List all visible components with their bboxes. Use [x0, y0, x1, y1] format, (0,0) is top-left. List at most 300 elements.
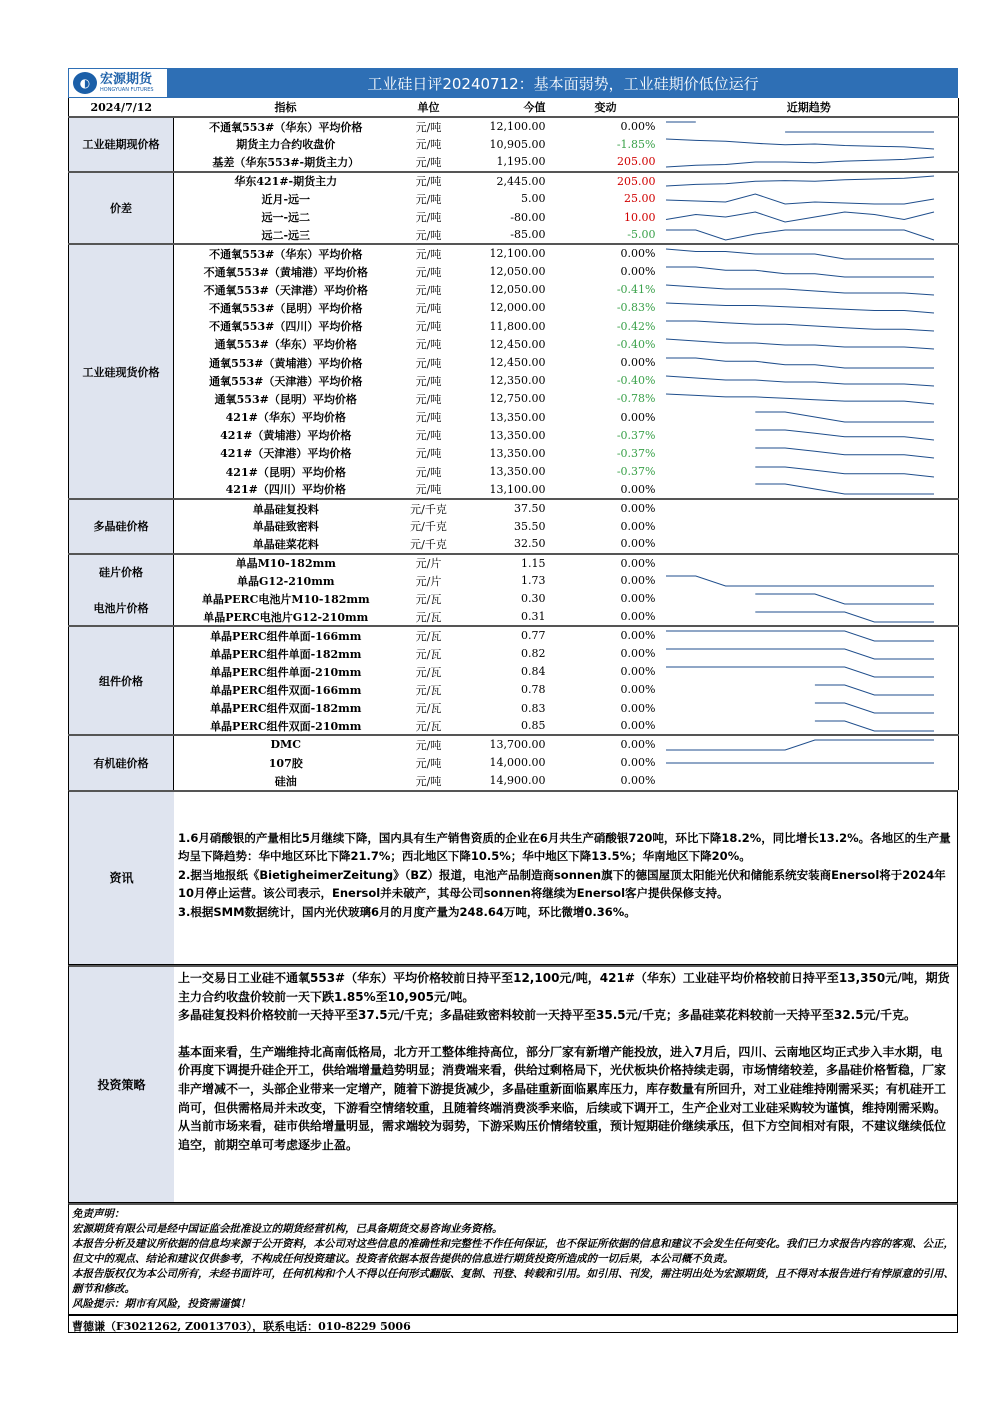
analyst-contact: 曹德谦（F3021262, Z0013703），联系电话：010-8229 5006 — [68, 1315, 958, 1333]
news-item: 3.根据SMM数据统计，国内光伏玻璃6月的月度产量为248.64万吨，环比微增0.36%。 — [178, 904, 636, 919]
trend-sparkline — [660, 737, 940, 753]
change-cell: 0.00% — [620, 683, 656, 697]
value-cell: 12,450.00 — [489, 356, 546, 370]
company-logo — [68, 68, 168, 98]
change-cell: 0.00% — [552, 117, 660, 135]
indicator-name: 远一-远二 — [261, 211, 311, 225]
trend-cell — [660, 335, 959, 353]
change-cell: 0.00% — [620, 537, 656, 551]
change-cell: 0.00% — [620, 701, 656, 715]
trend-cell — [660, 681, 959, 699]
change-cell: 0.00% — [620, 356, 656, 370]
unit-cell: 元/吨 — [415, 320, 442, 334]
change-cell: 0.00% — [620, 574, 656, 588]
trend-cell — [660, 317, 959, 335]
trend-cell — [660, 535, 959, 553]
table-row — [69, 644, 959, 662]
value-cell: 13,350.00 — [489, 465, 546, 479]
trend-sparkline — [660, 536, 940, 552]
table-row — [69, 717, 959, 735]
table-row — [69, 208, 959, 226]
trend-cell — [660, 735, 959, 753]
change-cell: -1.85% — [616, 137, 656, 151]
trend-cell — [660, 663, 959, 681]
change-cell: 0.00% — [620, 665, 656, 679]
indicator-name: 107胶 — [268, 756, 303, 770]
table-row — [69, 390, 959, 408]
trend-sparkline — [660, 173, 940, 189]
trend-cell — [660, 263, 959, 281]
trend-sparkline — [660, 227, 940, 243]
value-cell: 12,350.00 — [489, 374, 546, 388]
trend-cell — [660, 372, 959, 390]
trend-sparkline — [660, 355, 940, 371]
trend-cell — [660, 463, 959, 481]
unit-cell: 元/瓦 — [415, 592, 442, 606]
indicator-name: 单晶PERC电池片M10-182mm — [201, 592, 370, 606]
trend-line — [755, 612, 934, 622]
table-row — [69, 263, 959, 281]
risk-warning: 风险提示：期市有风险，投资需谨慎！ — [72, 1297, 251, 1310]
unit-cell: 元/瓦 — [415, 647, 442, 661]
trend-sparkline — [660, 318, 940, 334]
value-cell: 37.50 — [460, 499, 552, 517]
strategy-paragraph: 基本面来看，生产端维持北高南低格局，北方开工整体维持高位，部分厂家有新增产能投放，进入7月后，四川、云南地区均正式步入丰水期，电价再度下调提升硅企开工，供给端增量趋势明显；消费端来看，供给过剩格局下，光伏板块价格持续走弱，市场情绪较差，多晶硅价格暂稳，厂家非产增减不一，头部企业带来一定增产，随着下游提货减少，多晶硅重新面临累库压力，库存数量有所回升，对工业硅维持刚需采买；有机硅开工尚可，但供需格局并未改变，下游看空情绪较重，且随着终端消费淡季来临，后续或下调开工，生产企业对工业硅采购较为谨慎，维持刚需采购。 — [178, 1044, 947, 1115]
indicator-name: 单晶硅菜花料 — [252, 537, 319, 551]
trend-cell — [660, 190, 959, 208]
table-row — [69, 426, 959, 444]
value-cell: 32.50 — [514, 537, 546, 551]
category-label: 电池片价格 — [69, 590, 174, 626]
change-cell: 0.00% — [552, 499, 660, 517]
table-row — [69, 608, 959, 626]
unit-cell: 元/吨 — [398, 117, 460, 135]
unit-cell: 元/吨 — [398, 735, 460, 753]
table-header-row — [69, 98, 959, 117]
trend-cell — [660, 426, 959, 444]
change-cell: 205.00 — [617, 155, 656, 169]
value-cell: 1,195.00 — [496, 155, 546, 169]
category-label: 价差 — [69, 172, 174, 245]
indicator-name: 单晶PERC电池片G12-210mm — [203, 610, 369, 624]
change-cell: 0.00% — [552, 735, 660, 753]
value-cell: 14,000.00 — [489, 756, 546, 770]
value-cell: 11,800.00 — [489, 319, 546, 333]
indicator-name: 通氧553#（昆明）平均价格 — [214, 392, 357, 406]
trend-cell — [660, 499, 959, 517]
trend-line — [666, 157, 934, 167]
trend-cell — [660, 608, 959, 626]
value-cell: 12,100.00 — [460, 244, 552, 262]
change-cell: 0.00% — [620, 774, 656, 788]
trend-cell — [660, 554, 959, 572]
unit-cell: 元/吨 — [415, 356, 442, 370]
indicator-name: 不通氧553#（天津港）平均价格 — [203, 283, 368, 297]
trend-sparkline — [660, 501, 940, 517]
unit-cell: 元/吨 — [415, 392, 442, 406]
trend-sparkline — [660, 282, 940, 298]
unit-cell: 元/吨 — [415, 211, 442, 225]
value-cell: 0.77 — [460, 626, 552, 644]
indicator-name: 单晶M10-182mm — [174, 554, 398, 572]
trend-cell — [660, 281, 959, 299]
change-cell: -0.37% — [616, 446, 656, 460]
trend-line — [666, 303, 934, 313]
unit-cell: 元/瓦 — [415, 702, 442, 716]
category-label: 工业硅现货价格 — [69, 244, 174, 499]
unit-cell: 元/瓦 — [415, 683, 442, 697]
value-cell: 12,050.00 — [489, 283, 546, 297]
unit-cell: 元/吨 — [415, 338, 442, 352]
report-page — [68, 68, 958, 1333]
value-cell: 5.00 — [521, 192, 546, 206]
category-label: 硅片价格 — [69, 554, 174, 590]
change-cell: 0.00% — [620, 592, 656, 606]
unit-cell: 元/吨 — [398, 244, 460, 262]
trend-line — [666, 394, 934, 404]
change-cell: 0.00% — [620, 719, 656, 733]
indicator-name: 通氧553#（天津港）平均价格 — [209, 374, 363, 388]
indicator-name: 不通氧553#（黄埔港）平均价格 — [203, 265, 368, 279]
trend-sparkline — [660, 573, 940, 589]
value-cell: -85.00 — [510, 228, 546, 242]
unit-cell: 元/吨 — [415, 447, 442, 461]
trend-cell — [660, 390, 959, 408]
trend-cell — [660, 117, 959, 135]
table-row — [69, 535, 959, 553]
table-row — [69, 190, 959, 208]
unit-cell: 元/吨 — [415, 228, 442, 242]
unit-cell: 元/瓦 — [398, 626, 460, 644]
strategy-paragraph: 多晶硅复投料价格较前一天持平至37.5元/千克；多晶硅致密料较前一天持平至35.5元/千克；多晶硅菜花料较前一天持平至32.5元/千克。 — [178, 1008, 916, 1023]
change-cell: 205.00 — [552, 172, 660, 190]
trend-sparkline — [660, 555, 940, 571]
trend-line — [666, 194, 934, 204]
unit-cell: 元/吨 — [415, 429, 442, 443]
strategy-section — [68, 965, 958, 1203]
change-cell: 0.00% — [552, 554, 660, 572]
trend-sparkline — [660, 391, 940, 407]
trend-cell — [660, 153, 959, 171]
report-title: 工业硅日评20240712：基本面弱势，工业硅期价低位运行 — [367, 74, 759, 93]
report-header — [68, 68, 958, 98]
indicator-name: 期货主力合约收盘价 — [236, 138, 336, 152]
trend-cell — [660, 226, 959, 244]
unit-cell: 元/吨 — [415, 374, 442, 388]
trend-sparkline — [660, 609, 940, 625]
value-cell: 12,750.00 — [489, 392, 546, 406]
value-cell: 13,350.00 — [489, 446, 546, 460]
value-cell: 10,905.00 — [489, 137, 546, 151]
indicator-name: 单晶硅复投料 — [174, 499, 398, 517]
indicator-name: 单晶PERC组件单面-210mm — [210, 665, 362, 679]
col-trend: 近期趋势 — [660, 98, 959, 117]
value-cell: 13,350.00 — [489, 428, 546, 442]
trend-line — [666, 122, 934, 132]
unit-cell: 元/吨 — [415, 465, 442, 479]
trend-cell — [660, 699, 959, 717]
unit-cell: 元/吨 — [415, 155, 442, 169]
unit-cell: 元/吨 — [415, 265, 442, 279]
trend-sparkline — [660, 518, 940, 534]
table-row — [69, 663, 959, 681]
table-row — [69, 772, 959, 790]
report-date: 2024/7/12 — [69, 98, 174, 117]
value-cell: 0.84 — [521, 665, 546, 679]
table-row — [69, 353, 959, 371]
unit-cell: 元/千克 — [410, 537, 447, 551]
unit-cell: 元/千克 — [410, 520, 447, 534]
table-row — [69, 444, 959, 462]
value-cell: 1.15 — [460, 554, 552, 572]
table-row — [69, 244, 959, 262]
news-section — [68, 790, 958, 965]
trend-cell — [660, 244, 959, 262]
trend-cell — [660, 444, 959, 462]
indicator-name: 单晶PERC组件双面-166mm — [210, 683, 362, 697]
unit-cell: 元/吨 — [415, 774, 442, 788]
indicator-name: 不通氧553#（四川）平均价格 — [209, 320, 363, 334]
trend-line — [814, 685, 933, 695]
change-cell: 0.00% — [620, 610, 656, 624]
trend-line — [666, 139, 934, 149]
change-cell: 0.00% — [620, 410, 656, 424]
trend-sparkline — [660, 373, 940, 389]
change-cell: 0.00% — [620, 519, 656, 533]
disclaimer — [68, 1203, 958, 1315]
trend-line — [666, 339, 934, 349]
trend-cell — [660, 626, 959, 644]
change-cell: -0.42% — [616, 319, 656, 333]
strategy-label: 投资策略 — [69, 967, 174, 1202]
table-row — [69, 463, 959, 481]
indicator-name: 近月-远一 — [261, 192, 311, 206]
category-label: 工业硅期现价格 — [69, 117, 174, 172]
trend-cell — [660, 208, 959, 226]
indicator-name: 远二-远三 — [261, 228, 311, 242]
value-cell: 0.78 — [521, 683, 546, 697]
trend-line — [666, 285, 934, 295]
trend-line — [666, 321, 934, 331]
table-row — [69, 226, 959, 244]
trend-sparkline — [660, 154, 940, 170]
trend-sparkline — [660, 481, 940, 497]
news-item: 2.据当地报纸《BietigheimerZeitung》（BZ）报道，电池产品制造商sonnen旗下的德国屋顶太阳能光伏和储能系统安装商Enersol将于2024年10月停止运营。该公司表示，Enersol并未破产，其母公司sonnen将继续为Enersol客户提供保修支持。 — [178, 867, 946, 901]
unit-cell: 元/吨 — [415, 301, 442, 315]
table-row — [69, 481, 959, 499]
disclaimer-line: 本报告版权仅为本公司所有，未经书面许可，任何机构和个人不得以任何形式翻版、复制、刊登、转载和引用。如引用、刊发，需注明出处为宏源期货，且不得对本报告进行有悖原意的引用、删节和修改。 — [72, 1267, 954, 1295]
trend-line — [666, 740, 934, 750]
value-cell: 12,000.00 — [489, 301, 546, 315]
indicator-name: 基差（华东553#-期货主力） — [212, 155, 360, 169]
trend-line — [666, 667, 934, 677]
value-cell: 35.50 — [514, 519, 546, 533]
trend-sparkline — [660, 300, 940, 316]
trend-line — [666, 249, 934, 259]
trend-line — [755, 467, 934, 477]
trend-line — [814, 703, 933, 713]
trend-line — [755, 448, 934, 458]
indicator-name: 通氧553#（华东）平均价格 — [214, 338, 357, 352]
indicator-name: 单晶PERC组件双面-210mm — [210, 719, 362, 733]
trend-cell — [660, 717, 959, 735]
table-row — [69, 754, 959, 772]
trend-sparkline — [660, 718, 940, 734]
trend-sparkline — [660, 700, 940, 716]
value-cell: 13,350.00 — [489, 410, 546, 424]
change-cell: 10.00 — [624, 210, 656, 224]
trend-line — [814, 721, 933, 731]
unit-cell: 元/片 — [415, 574, 442, 588]
logo-name: 宏源期货 — [100, 72, 153, 87]
change-cell: 0.00% — [620, 756, 656, 770]
trend-cell — [660, 135, 959, 153]
trend-line — [755, 412, 934, 422]
change-cell: 25.00 — [624, 192, 656, 206]
trend-cell — [660, 644, 959, 662]
value-cell: 14,900.00 — [489, 774, 546, 788]
trend-sparkline — [660, 427, 940, 443]
table-row — [69, 699, 959, 717]
indicator-name: 不通氧553#（华东）平均价格 — [174, 117, 398, 135]
trend-sparkline — [660, 409, 940, 425]
change-cell: -0.40% — [616, 374, 656, 388]
trend-sparkline — [660, 664, 940, 680]
table-row — [69, 153, 959, 171]
trend-cell — [660, 572, 959, 590]
unit-cell: 元/吨 — [415, 283, 442, 297]
trend-sparkline — [660, 119, 940, 135]
trend-cell — [660, 590, 959, 608]
trend-sparkline — [660, 246, 940, 262]
value-cell: 0.30 — [521, 592, 546, 606]
change-cell: 0.00% — [620, 265, 656, 279]
unit-cell: 元/瓦 — [415, 610, 442, 624]
strategy-paragraph — [178, 1025, 953, 1043]
trend-line — [666, 376, 934, 386]
trend-sparkline — [660, 646, 940, 662]
table-row — [69, 499, 959, 517]
trend-sparkline — [660, 755, 940, 771]
table-row — [69, 135, 959, 153]
col-indicator: 指标 — [174, 98, 398, 117]
trend-line — [755, 484, 934, 494]
value-cell: -80.00 — [510, 210, 546, 224]
trend-line — [666, 230, 934, 240]
trend-cell — [660, 353, 959, 371]
table-row — [69, 299, 959, 317]
trend-sparkline — [660, 628, 940, 644]
value-cell: 13,100.00 — [489, 482, 546, 496]
indicator-name: 单晶硅致密料 — [252, 520, 319, 534]
table-row — [69, 681, 959, 699]
change-cell: 0.00% — [552, 626, 660, 644]
trend-cell — [660, 481, 959, 499]
trend-cell — [660, 408, 959, 426]
value-cell: 0.31 — [521, 610, 546, 624]
table-row — [69, 554, 959, 572]
trend-line — [666, 649, 934, 659]
trend-cell — [660, 772, 959, 790]
strategy-paragraph: 上一交易日工业硅不通氧553#（华东）平均价格较前日持平至12,100元/吨，421#（华东）工业硅平均价格较前日持平至13,350元/吨，期货主力合约收盘价较前一天下跌1.85%至10,905元/吨。 — [178, 970, 950, 1004]
news-label: 资讯 — [69, 792, 174, 964]
trend-cell — [660, 517, 959, 535]
trend-sparkline — [660, 591, 940, 607]
table-row — [69, 517, 959, 535]
trend-line — [666, 631, 934, 641]
indicator-name: 421#（黄埔港）平均价格 — [220, 429, 352, 443]
indicator-name: 421#（四川）平均价格 — [225, 483, 346, 497]
change-cell: 0.00% — [620, 482, 656, 496]
col-unit: 单位 — [398, 98, 460, 117]
value-cell: 1.73 — [521, 574, 546, 588]
trend-sparkline — [660, 773, 940, 789]
value-cell: 12,100.00 — [460, 117, 552, 135]
indicator-name: 单晶G12-210mm — [236, 574, 335, 588]
category-label: 有机硅价格 — [69, 735, 174, 790]
trend-sparkline — [660, 209, 940, 225]
trend-line — [666, 576, 934, 586]
logo-icon: ◐ — [73, 72, 97, 94]
trend-sparkline — [660, 336, 940, 352]
category-label: 多晶硅价格 — [69, 499, 174, 554]
trend-sparkline — [660, 264, 940, 280]
value-cell: 13,700.00 — [460, 735, 552, 753]
trend-sparkline — [660, 191, 940, 207]
unit-cell: 元/片 — [398, 554, 460, 572]
indicator-name: 421#（华东）平均价格 — [225, 411, 346, 425]
col-change: 变动 — [552, 98, 660, 117]
value-cell: 12,450.00 — [489, 337, 546, 351]
category-label: 组件价格 — [69, 626, 174, 735]
change-cell: -0.78% — [616, 392, 656, 406]
indicator-name: 单晶PERC组件单面-166mm — [174, 626, 398, 644]
change-cell: -0.37% — [616, 428, 656, 442]
table-row — [69, 172, 959, 190]
disclaimer-line: 本报告分析及建议所依据的信息均来源于公开资料，本公司对这些信息的准确性和完整性不作任何保证，也不保证所依据的信息和建议不会发生任何变化。我们已力求报告内容的客观、公正，但文中的观点、结论和建议仅供参考，不构成任何投资建议。投资者依据本报告提供的信息进行期货投资所造成的一切后果，本公司概不负责。 — [72, 1237, 954, 1265]
trend-cell — [660, 172, 959, 190]
table-row — [69, 117, 959, 135]
table-row — [69, 281, 959, 299]
table-row — [69, 408, 959, 426]
trend-cell — [660, 754, 959, 772]
table-row — [69, 317, 959, 335]
indicator-name: 通氧553#（黄埔港）平均价格 — [209, 356, 363, 370]
change-cell: 0.00% — [620, 647, 656, 661]
indicator-name: 421#（天津港）平均价格 — [220, 447, 352, 461]
value-cell: 2,445.00 — [460, 172, 552, 190]
trend-sparkline — [660, 464, 940, 480]
change-cell: -0.83% — [616, 301, 656, 315]
unit-cell: 元/瓦 — [415, 719, 442, 733]
indicator-name: 不通氧553#（昆明）平均价格 — [209, 301, 363, 315]
trend-line — [666, 358, 934, 368]
trend-sparkline — [660, 445, 940, 461]
change-cell: -0.37% — [616, 465, 656, 479]
unit-cell: 元/吨 — [415, 138, 442, 152]
disclaimer-title: 免责声明： — [72, 1207, 125, 1220]
trend-line — [666, 212, 934, 222]
logo-english: HONGYUAN FUTURES — [100, 87, 154, 93]
change-cell: -0.40% — [616, 337, 656, 351]
col-value: 今值 — [460, 98, 552, 117]
indicator-name: 不通氧553#（华东）平均价格 — [174, 244, 398, 262]
indicator-name: 硅油 — [274, 774, 297, 788]
table-row — [69, 626, 959, 644]
indicator-name: 单晶PERC组件双面-182mm — [210, 702, 362, 716]
trend-line — [666, 176, 934, 186]
value-cell: 0.85 — [521, 719, 546, 733]
